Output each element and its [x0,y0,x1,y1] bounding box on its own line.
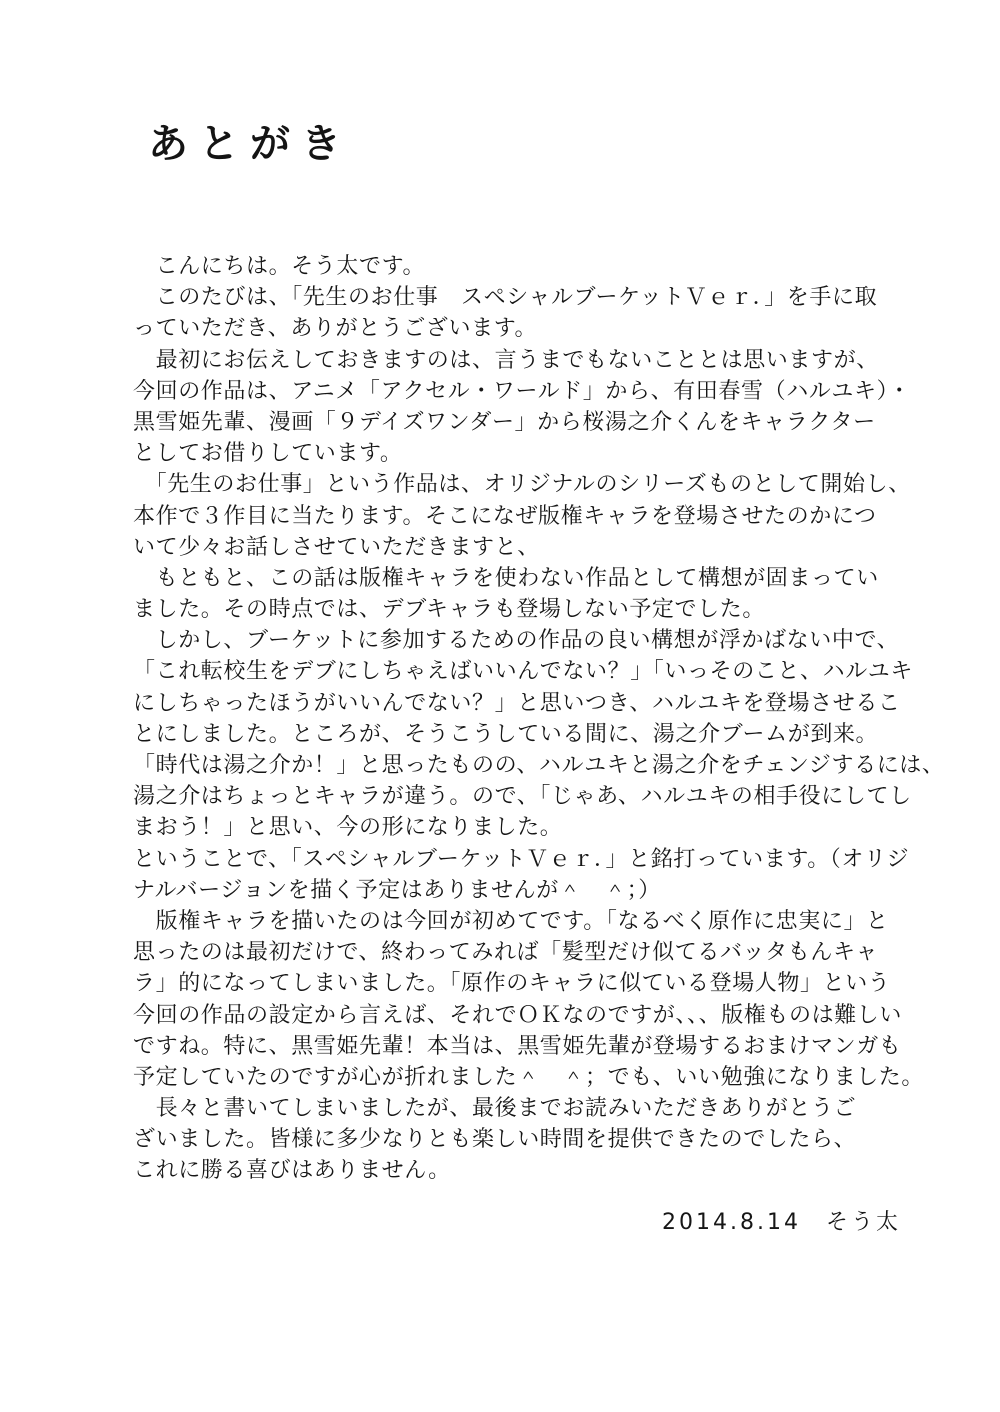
body-line: 本作で３作目に当たります。そこになぜ版権キャラを登場させたのかにつ [133,503,877,529]
body-line: 「これ転校生をデブにしちゃえばいいんでない？」「いっそのこと、ハルユキ [133,659,914,685]
body-line: 「先生のお仕事」という作品は、オリジナルのシリーズものとして開始し、 [133,472,911,498]
body-line: このたびは、「先生のお仕事 スペシャルブーケットＶｅｒ．」を手に取 [133,285,878,311]
body-line: 予定していたのですが心が折れました＾ ＾；でも、いい勉強になりました。 [133,1064,925,1090]
body-line: ナルバージョンを描く予定はありませんが＾ ＾；） [133,877,661,903]
body-line: これに勝る喜びはありません。 [133,1158,451,1184]
body-line: にしちゃったほうがいいんでない？」と思いつき、ハルユキを登場させるこ [133,690,901,716]
body-line: 版権キャラを描いたのは今回が初めてです。「なるべく原作に忠実に」と [133,908,889,934]
body-line: ということで、「スペシャルブーケットＶｅｒ．」と銘打っています。（オリジ [133,846,910,872]
body-line: っていただき、ありがとうございます。 [133,316,538,342]
signature-date-author: 2014.8.14 そう太 [662,1210,901,1235]
body-line: こんにちは。そう太です。 [133,254,426,279]
body-line: 「時代は湯之介か！」と思ったものの、ハルユキと湯之介をチェンジするには、 [133,753,945,778]
body-line: 最初にお伝えしておきますのは、言うまでもないこととは思いますが、 [133,347,879,373]
body-line: ざいました。皆様に多少なりとも楽しい時間を提供できたのでしたら、 [133,1127,857,1153]
body-line: ラ」的になってしまいました。「原作のキャラに似ている登場人物」という [133,971,891,997]
body-line: 今回の作品は、アニメ「アクセル・ワールド」から、有田春雪（ハルユキ）・ [133,378,911,404]
body-line: 長々と書いてしまいましたが、最後までお読みいただきありがとうご [133,1096,857,1122]
body-line: もともと、この話は版権キャラを使わない作品として構想が固まってい [133,565,879,591]
body-line: 湯之介はちょっとキャラが違う。ので、「じゃあ、ハルユキの相手役にしてし [133,784,912,810]
body-line: まおう！」と思い、今の形になりました。 [133,815,563,841]
body-line: ですね。特に、黒雪姫先輩！本当は、黒雪姫先輩が登場するおまけマンガも [133,1033,902,1059]
body-line: 思ったのは最初だけで、終わってみれば「髪型だけ似てるバッタもんキャ [133,940,879,966]
afterword-body [133,251,943,1187]
body-line: いて少々お話しさせていただきますと、 [133,534,540,560]
body-line: しかし、ブーケットに参加するための作品の良い構想が浮かばない中で、 [133,628,900,654]
body-line: ました。その時点では、デブキャラも登場しない予定でした。 [133,597,765,623]
body-line: 今回の作品の設定から言えば、それでＯＫなのですが、、、版権ものは難しい [133,1002,903,1028]
body-line: としてお借りしています。 [133,441,403,467]
body-line: とにしました。ところが、そうこうしている間に、湯之介ブームが到来。 [133,721,879,747]
page-title: あとがき [148,120,352,167]
body-line: 黒雪姫先輩、漫画「９デイズワンダー」から桜湯之介くんをキャラクター [133,409,876,435]
